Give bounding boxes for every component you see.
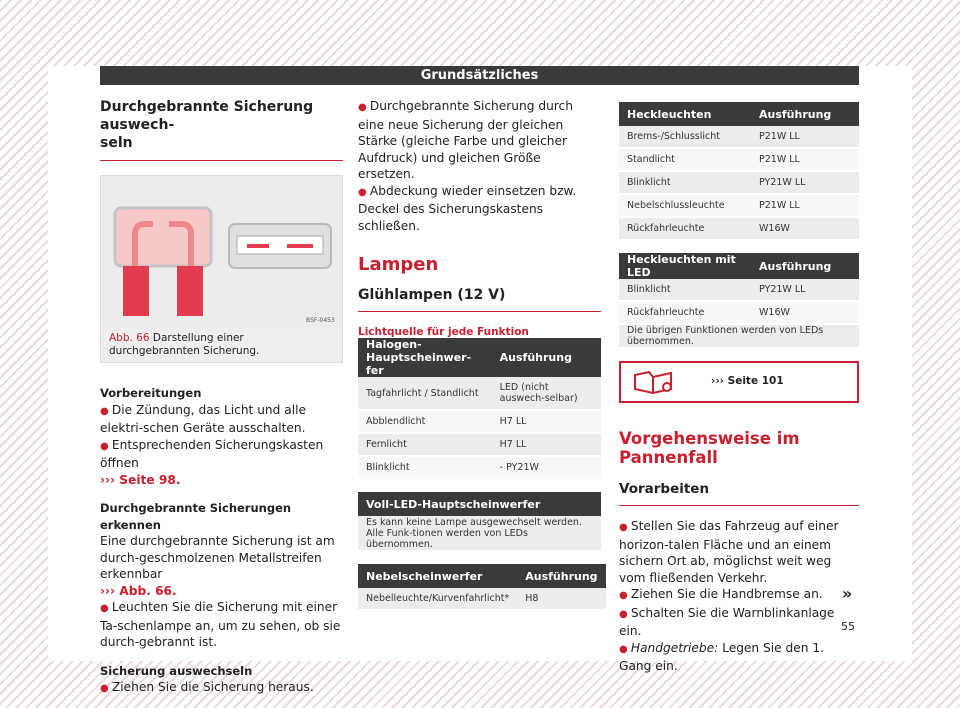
list-item: ● Schalten Sie die Warnblinkanlage ein. [619, 605, 859, 640]
figure-ref-link[interactable]: ››› Abb. 66. [100, 583, 177, 598]
middle-column [358, 98, 601, 611]
reference-box[interactable] [619, 361, 859, 403]
fog-table [358, 564, 606, 611]
table-header: Heckleuchten mit LED [619, 253, 751, 279]
page-ref-link[interactable]: ››› Seite 98. [100, 472, 181, 487]
table-header: Ausführung [751, 102, 859, 126]
table-header: Halogen-Hauptscheinwer-fer [358, 338, 492, 377]
detect-text: Eine durchgebrannte Sicherung ist am durch-geschmolzenen Metallstreifen erkennbar [100, 534, 335, 581]
list-item: ● Stellen Sie das Fahrzeug auf einer horizon-talen Fläche und an einem sichern Ort ab, möglichst weit weg vom fließenden Verkehr. [619, 518, 859, 586]
table-row: Nebelleuchte/Kurvenfahrlicht* H8 [358, 588, 606, 610]
page-header: Grundsätzliches [100, 66, 859, 85]
continue-arrow: » [842, 584, 853, 603]
table-note: Es kann keine Lampe ausgewechselt werden. Alle Funk-tionen werden von LEDs übernommen. [358, 516, 601, 551]
halogen-table [358, 338, 601, 480]
table-row: Rückfahrleuchte W16W [619, 217, 859, 240]
list-item: ● Durchgebrannte Sicherung durch eine neue Sicherung der gleichen Stärke (gleiche Farbe und gleicher Aufdruck) und gleichen Größe ersetzen. [358, 98, 601, 183]
gluhlampen-title: Glühlampen (12 V) [358, 287, 506, 303]
list-item: ● Ziehen Sie die Handbremse an. [619, 586, 859, 605]
list-item: ● Abdeckung wieder einsetzen bzw. Deckel des Sicherungskastens schließen. [358, 183, 601, 235]
prep-heading: Vorbereitungen [100, 386, 202, 400]
vorarbeiten-title: Vorarbeiten [619, 481, 710, 497]
left-column [100, 98, 343, 698]
list-item: ● Handgetriebe: Legen Sie den 1. Gang ein. [619, 640, 859, 675]
replace-heading: Sicherung auswechseln [100, 663, 253, 678]
rear-lights-table [619, 102, 859, 241]
manual-book-icon [631, 369, 675, 395]
list-item: ● Ziehen Sie die Sicherung heraus. [100, 679, 343, 698]
led-headlight-table [358, 492, 601, 552]
figure-number: Abb. 66 [109, 332, 150, 344]
table-caption: Lichtquelle für jede Funktion [358, 326, 529, 338]
table-row: Blinklicht - PY21W [358, 456, 601, 479]
table-row: Fernlicht H7 LL [358, 433, 601, 456]
table-header: Ausführung [517, 564, 605, 588]
page-number: 55 [841, 620, 855, 633]
table-row: Rückfahrleuchte W16W [619, 301, 859, 324]
list-item: ● Leuchten Sie die Sicherung mit einer Ta-schenlampe an, um zu sehen, ob sie durch-gebrannt ist. [100, 599, 343, 651]
pannenfall-title: Vorgehensweise im Pannenfall [619, 429, 800, 467]
table-header: Ausführung [751, 253, 859, 279]
svg-text:B5F-0453: B5F-0453 [306, 317, 335, 324]
table-header: Heckleuchten [619, 102, 751, 126]
table-row: Standlicht P21W LL [619, 148, 859, 171]
list-item: ● Entsprechenden Sicherungskasten öffnen [100, 437, 343, 472]
table-header: Ausführung [492, 338, 601, 377]
table-note: Die übrigen Funktionen werden von LEDs übernommen. [619, 324, 859, 348]
figure-box [100, 175, 343, 363]
table-row: Nebelschlussleuchte P21W LL [619, 194, 859, 217]
table-header: Nebelscheinwerfer [358, 564, 517, 588]
right-column [619, 102, 859, 675]
detect-heading: Durchgebrannte Sicherungen erkennen [100, 501, 292, 532]
table-row: Brems-/Schlusslicht P21W LL [619, 126, 859, 148]
figure-caption: Darstellung einer durchgebrannten Sicherung. [109, 332, 260, 357]
fuse-image [101, 176, 342, 326]
table-row: Abblendlicht H7 LL [358, 410, 601, 433]
section-heading: Durchgebrannte Sicherung auswech- seln [100, 99, 314, 151]
rear-led-table [619, 253, 859, 349]
lampen-title: Lampen [358, 254, 439, 275]
table-row: Blinklicht PY21W LL [619, 279, 859, 301]
list-item: ● Die Zündung, das Licht und alle elektri-schen Geräte ausschalten. [100, 402, 343, 437]
table-header: Voll-LED-Hauptscheinwerfer [358, 492, 601, 516]
table-row: Tagfahrlicht / Standlicht LED (nicht auswech-selbar) [358, 377, 601, 410]
table-row: Blinklicht PY21W LL [619, 171, 859, 194]
reference-box-link[interactable]: ››› Seite 101 [711, 375, 784, 387]
